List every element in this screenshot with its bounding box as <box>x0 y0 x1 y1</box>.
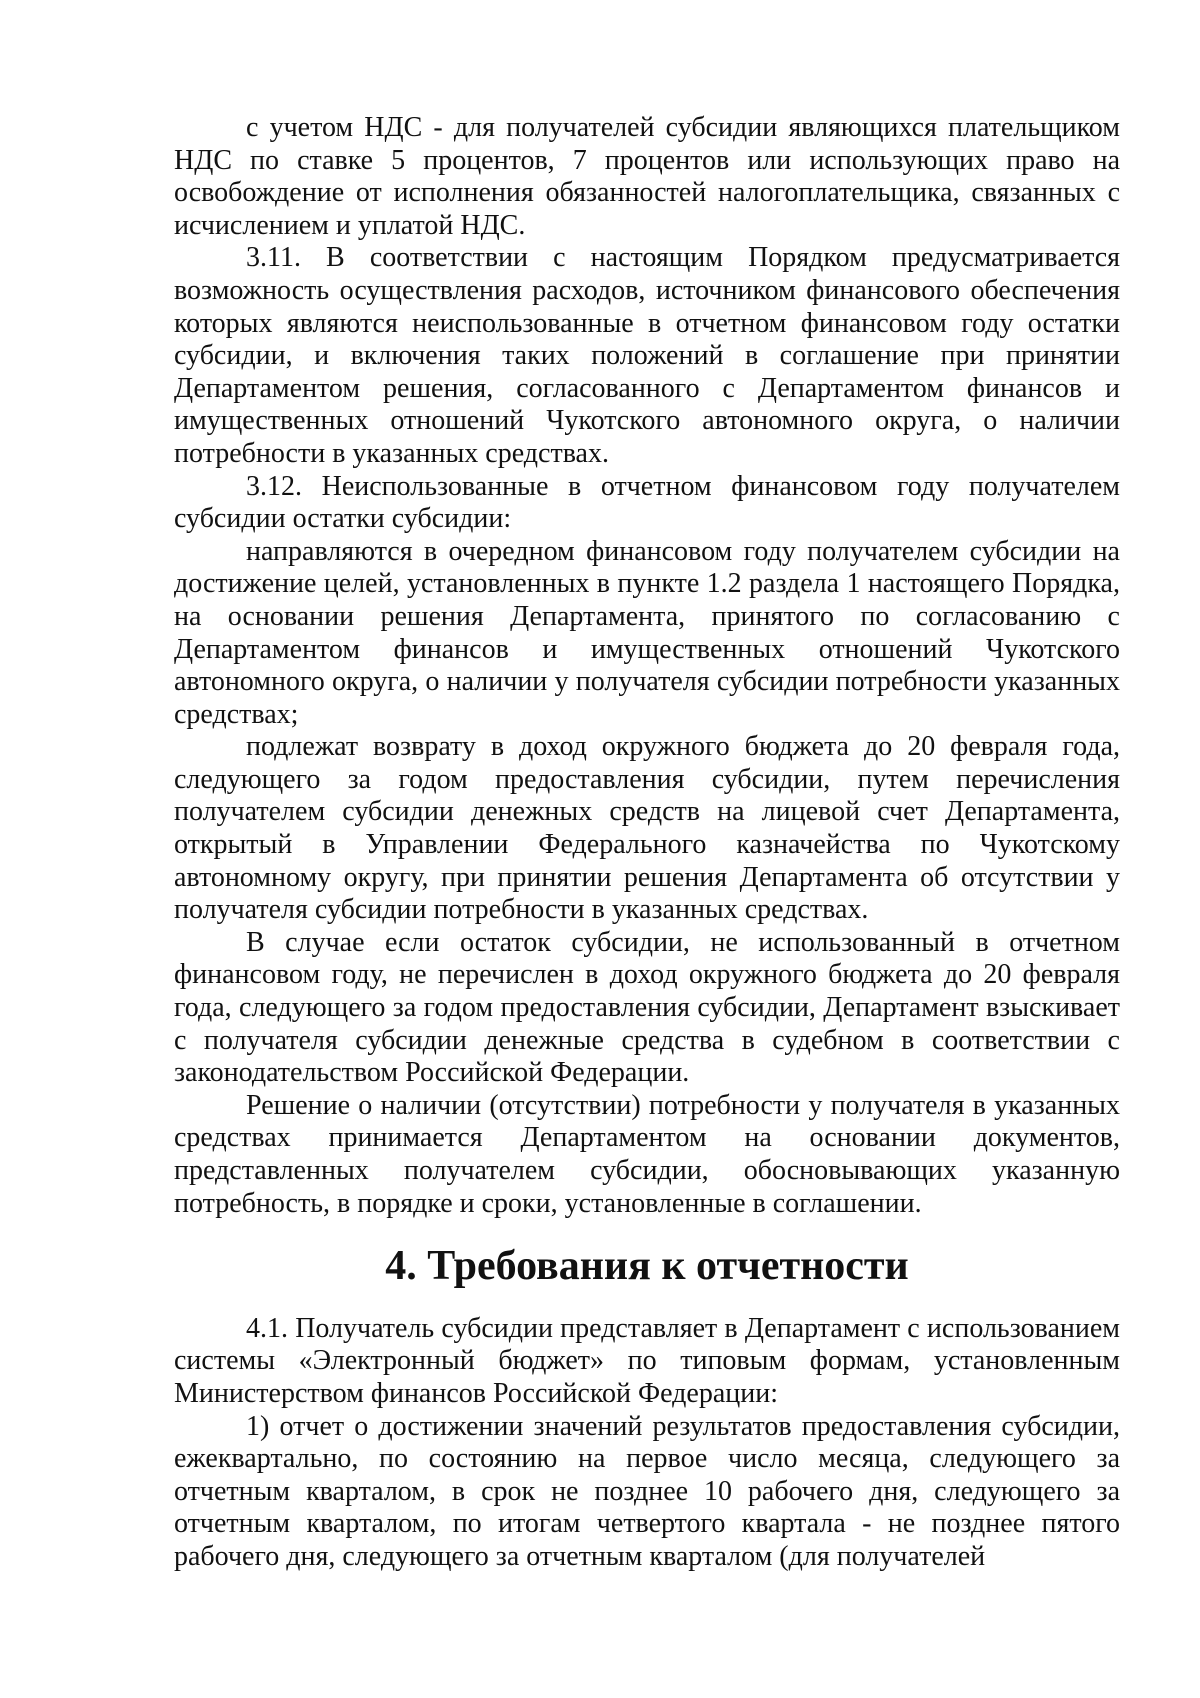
paragraph-3-12: 3.12. Неиспользованные в отчетном финансовом году получателем субсидии остатки субсидии: <box>174 470 1120 535</box>
section-heading-reporting: 4. Требования к отчетности <box>385 1243 909 1290</box>
paragraph-decision-on-need: Решение о наличии (отсутствии) потребности у получателя в указанных средствах принимается Департаментом на основании документов, представленных получателем субсидии, обосновывающих указанную потребность, в порядке и сроки, установленные в соглашении. <box>174 1089 1120 1219</box>
paragraph-4-1: 4.1. Получатель субсидии представляет в Департамент с использованием системы «Электронный бюджет» по типовым формам, установленным Министерством финансов Российской Федерации: <box>174 1312 1120 1409</box>
paragraph-vat-recipients: с учетом НДС - для получателей субсидии являющихся плательщиком НДС по ставке 5 процентов, 7 процентов или использующих право на освобождение от исполнения обязанностей налогоплательщика, связанных с исчислением и уплатой НДС. <box>174 112 1120 241</box>
paragraph-recovery-in-court: В случае если остаток субсидии, не использованный в отчетном финансовом году, не перечислен в доход окружного бюджета до 20 февраля года, следующего за годом предоставления субсидии, Департамент взыскивает с получателя субсидии денежные средства в судебном в соответствии с законодательством Российской Федерации. <box>174 926 1120 1089</box>
paragraph-directed-next-year: направляются в очередном финансовом году получателем субсидии на достижение целей, установленных в пункте 1.2 раздела 1 настоящего Порядка, на основании решения Департамента, принятого по согласованию с Департаментом финансов и имущественных отношений Чукотского автономного округа, о наличии у получателя субсидии потребности указанных средствах; <box>174 535 1120 730</box>
paragraph-subject-to-return: подлежат возврату в доход окружного бюджета до 20 февраля года, следующего за годом предоставления субсидии, путем перечисления получателем субсидии денежных средств на лицевой счет Департамента, открытый в Управлении Федерального казначейства по Чукотскому автономному округу, при принятии решения Департамента об отсутствии у получателя субсидии потребности в указанных средствах. <box>174 731 1120 926</box>
paragraph-3-11: 3.11. В соответствии с настоящим Порядком предусматривается возможность осуществления расходов, источником финансового обеспечения которых являются неиспользованные в отчетном финансовом году остатки субсидии, и включения таких положений в соглашение при принятии Департаментом решения, согласованного с Департаментом финансов и имущественных отношений Чукотского автономного округа, о наличии потребности в указанных средствах. <box>174 242 1120 469</box>
paragraph-report-item-1: 1) отчет о достижении значений результатов предоставления субсидии, ежеквартально, по состоянию на первое число месяца, следующего за отчетным кварталом, в срок не позднее 10 рабочего дня, следующего за отчетным кварталом, по итогам четвертого квартала - не позднее пятого рабочего дня, следующего за отчетным кварталом (для получателей <box>174 1410 1120 1572</box>
document-body <box>174 112 1120 1574</box>
